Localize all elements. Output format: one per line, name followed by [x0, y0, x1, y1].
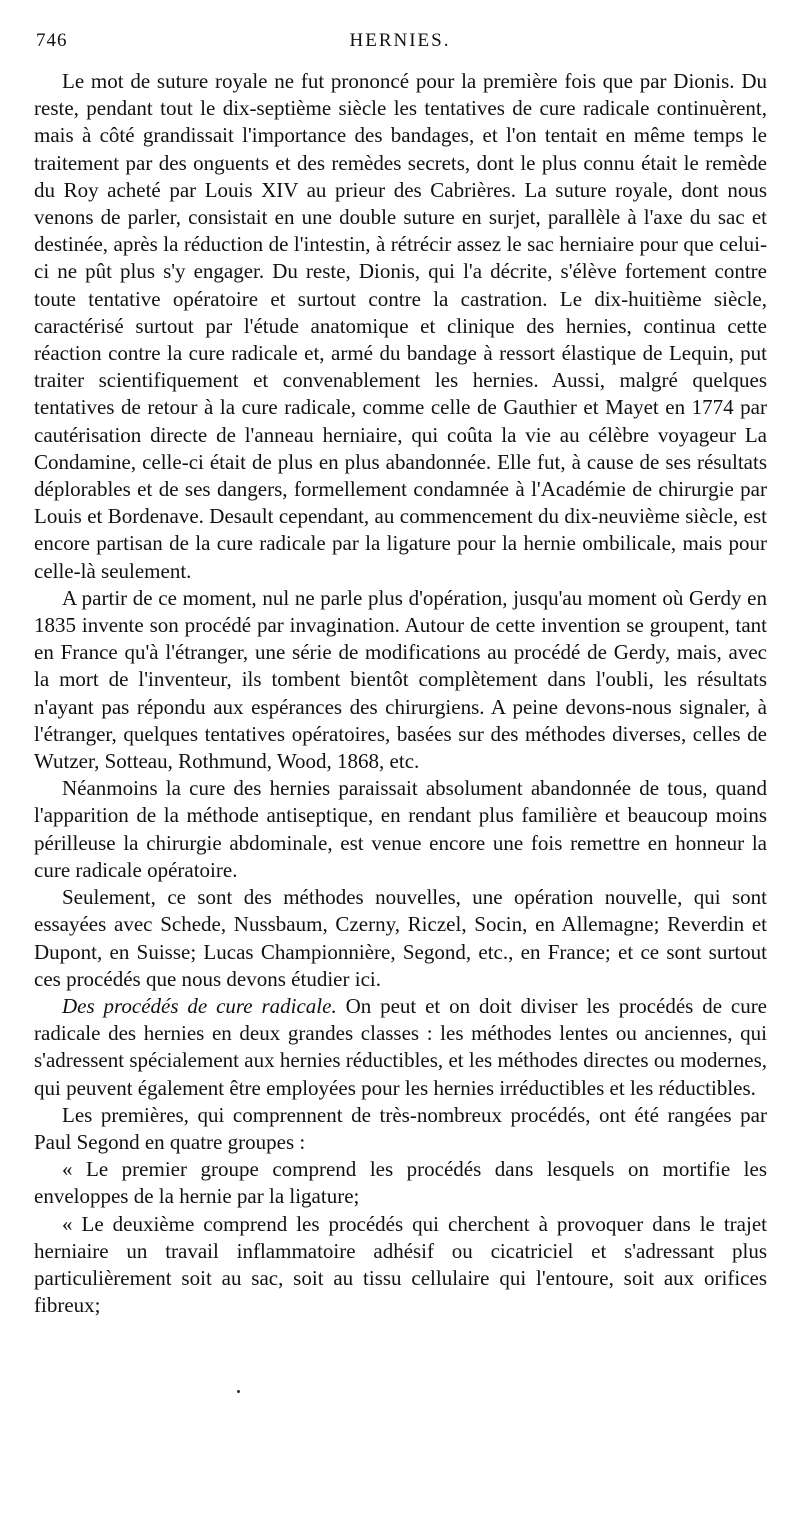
page-number: 746 — [36, 30, 68, 51]
print-speck — [237, 1390, 240, 1393]
paragraph-antiseptique: Néanmoins la cure des hernies paraissait absolument abandonnée de tous, quand l'apparition de la méthode antiseptique, en rendant plus familière et beaucoup moins périlleuse la chirurgie abdominale, est venue encore une fois remettre en honneur la cure radicale opératoire. — [34, 776, 767, 882]
paragraph-procedes-text: On peut et on doit diviser les procédés de cure radicale des hernies en deux grandes classes : les méthodes lentes ou anciennes, qui s'adressent spécialement aux hernies réductibles, et les méthodes directes ou modernes, qui peuvent également être employées pour les hernies irréductibles et les réductibles. — [34, 993, 768, 1100]
section-lead-heading: Des procédés de cure radicale. — [62, 993, 337, 1018]
paragraph-premieres: Les premières, qui comprennent de très-nombreux procédés, ont été rangées par Paul Segond en quatre groupes : — [34, 1102, 767, 1154]
paragraph-premier-groupe: « Le premier groupe comprend les procédés dans lesquels on mortifie les enveloppes de la hernie par la ligature; — [34, 1157, 767, 1209]
paragraph-suture-royale: Le mot de suture royale ne fut prononcé pour la première fois que par Dionis. Du reste, pendant tout le dix-septième siècle les tentatives de cure radicale continuèrent, mais à côté grandissait l'importance des bandages, et l'on tentait en même temps le traitement par des onguents et des remèdes secrets, dont le plus connu était le remède du Roy acheté par Louis XIV au prieur des Cabrières. La suture royale, dont nous venons de parler, consistait en une double suture en surjet, parallèle à l'axe du sac et destinée, après la réduction de l'intestin, à rétrécir assez le sac herniaire pour que celui-ci ne pût plus s'y engager. Du reste, Dionis, qui l'a décrite, s'élève fortement contre toute tentative opératoire et surtout contre la castration. Le dix-huitième siècle, caractérisé surtout par l'étude anatomique et clinique des hernies, continua cette réaction contre la cure radicale et, armé du bandage à ressort élastique de Lequin, put traiter scientifiquement et convenablement les hernies. Aussi, malgré quelques tentatives de retour à la cure radicale, comme celle de Gauthier et Mayet en 1774 par cautérisation directe de l'anneau herniaire, qui coûta la vie au célèbre voyageur La Condamine, celle-ci était de plus en plus abandonnée. Elle fut, à cause de ses résultats déplorables et de ses dangers, formellement condamnée à l'Académie de chirurgie par Louis et Bordenave. Desault cependant, au commencement du dix-neuvième siècle, est encore partisan de la cure radicale par la ligature pour la hernie ombilicale, mais pour celle-là seulement. — [34, 69, 767, 583]
paragraph-methodes-nouvelles: Seulement, ce sont des méthodes nouvelles, une opération nouvelle, qui sont essayées avec Schede, Nussbaum, Czerny, Riczel, Socin, en Allemagne; Reverdin et Dupont, en Suisse; Lucas Championnière, Segond, etc., en France; et ce sont surtout ces procédés que nous devons étudier ici. — [34, 885, 767, 991]
body-text — [34, 68, 767, 1319]
running-head: HERNIES. — [349, 30, 451, 51]
paragraph-procedes-cure-radicale — [34, 993, 767, 1102]
paragraph-gerdy: A partir de ce moment, nul ne parle plus d'opération, jusqu'au moment où Gerdy en 1835 invente son procédé par invagination. Autour de cette invention se groupent, tant en France qu'à l'étranger, une série de modifications au procédé de Gerdy, mais, avec la mort de l'inventeur, ils tombent bientôt complètement dans l'oubli, les résultats n'ayant pas répondu aux espérances des chirurgiens. A peine devons-nous signaler, à l'étranger, quelques tentatives opératoires, basées sur des méthodes diverses, celles de Wutzer, Sotteau, Rothmund, Wood, 1868, etc. — [34, 585, 767, 774]
page-header — [36, 30, 764, 58]
paragraph-deuxieme-groupe: « Le deuxième comprend les procédés qui cherchent à provoquer dans le trajet herniaire un travail inflammatoire adhésif ou cicatriciel et s'adressant plus particulièrement soit au sac, soit au tissu cellulaire qui l'entoure, soit aux orifices fibreux; — [34, 1211, 767, 1318]
